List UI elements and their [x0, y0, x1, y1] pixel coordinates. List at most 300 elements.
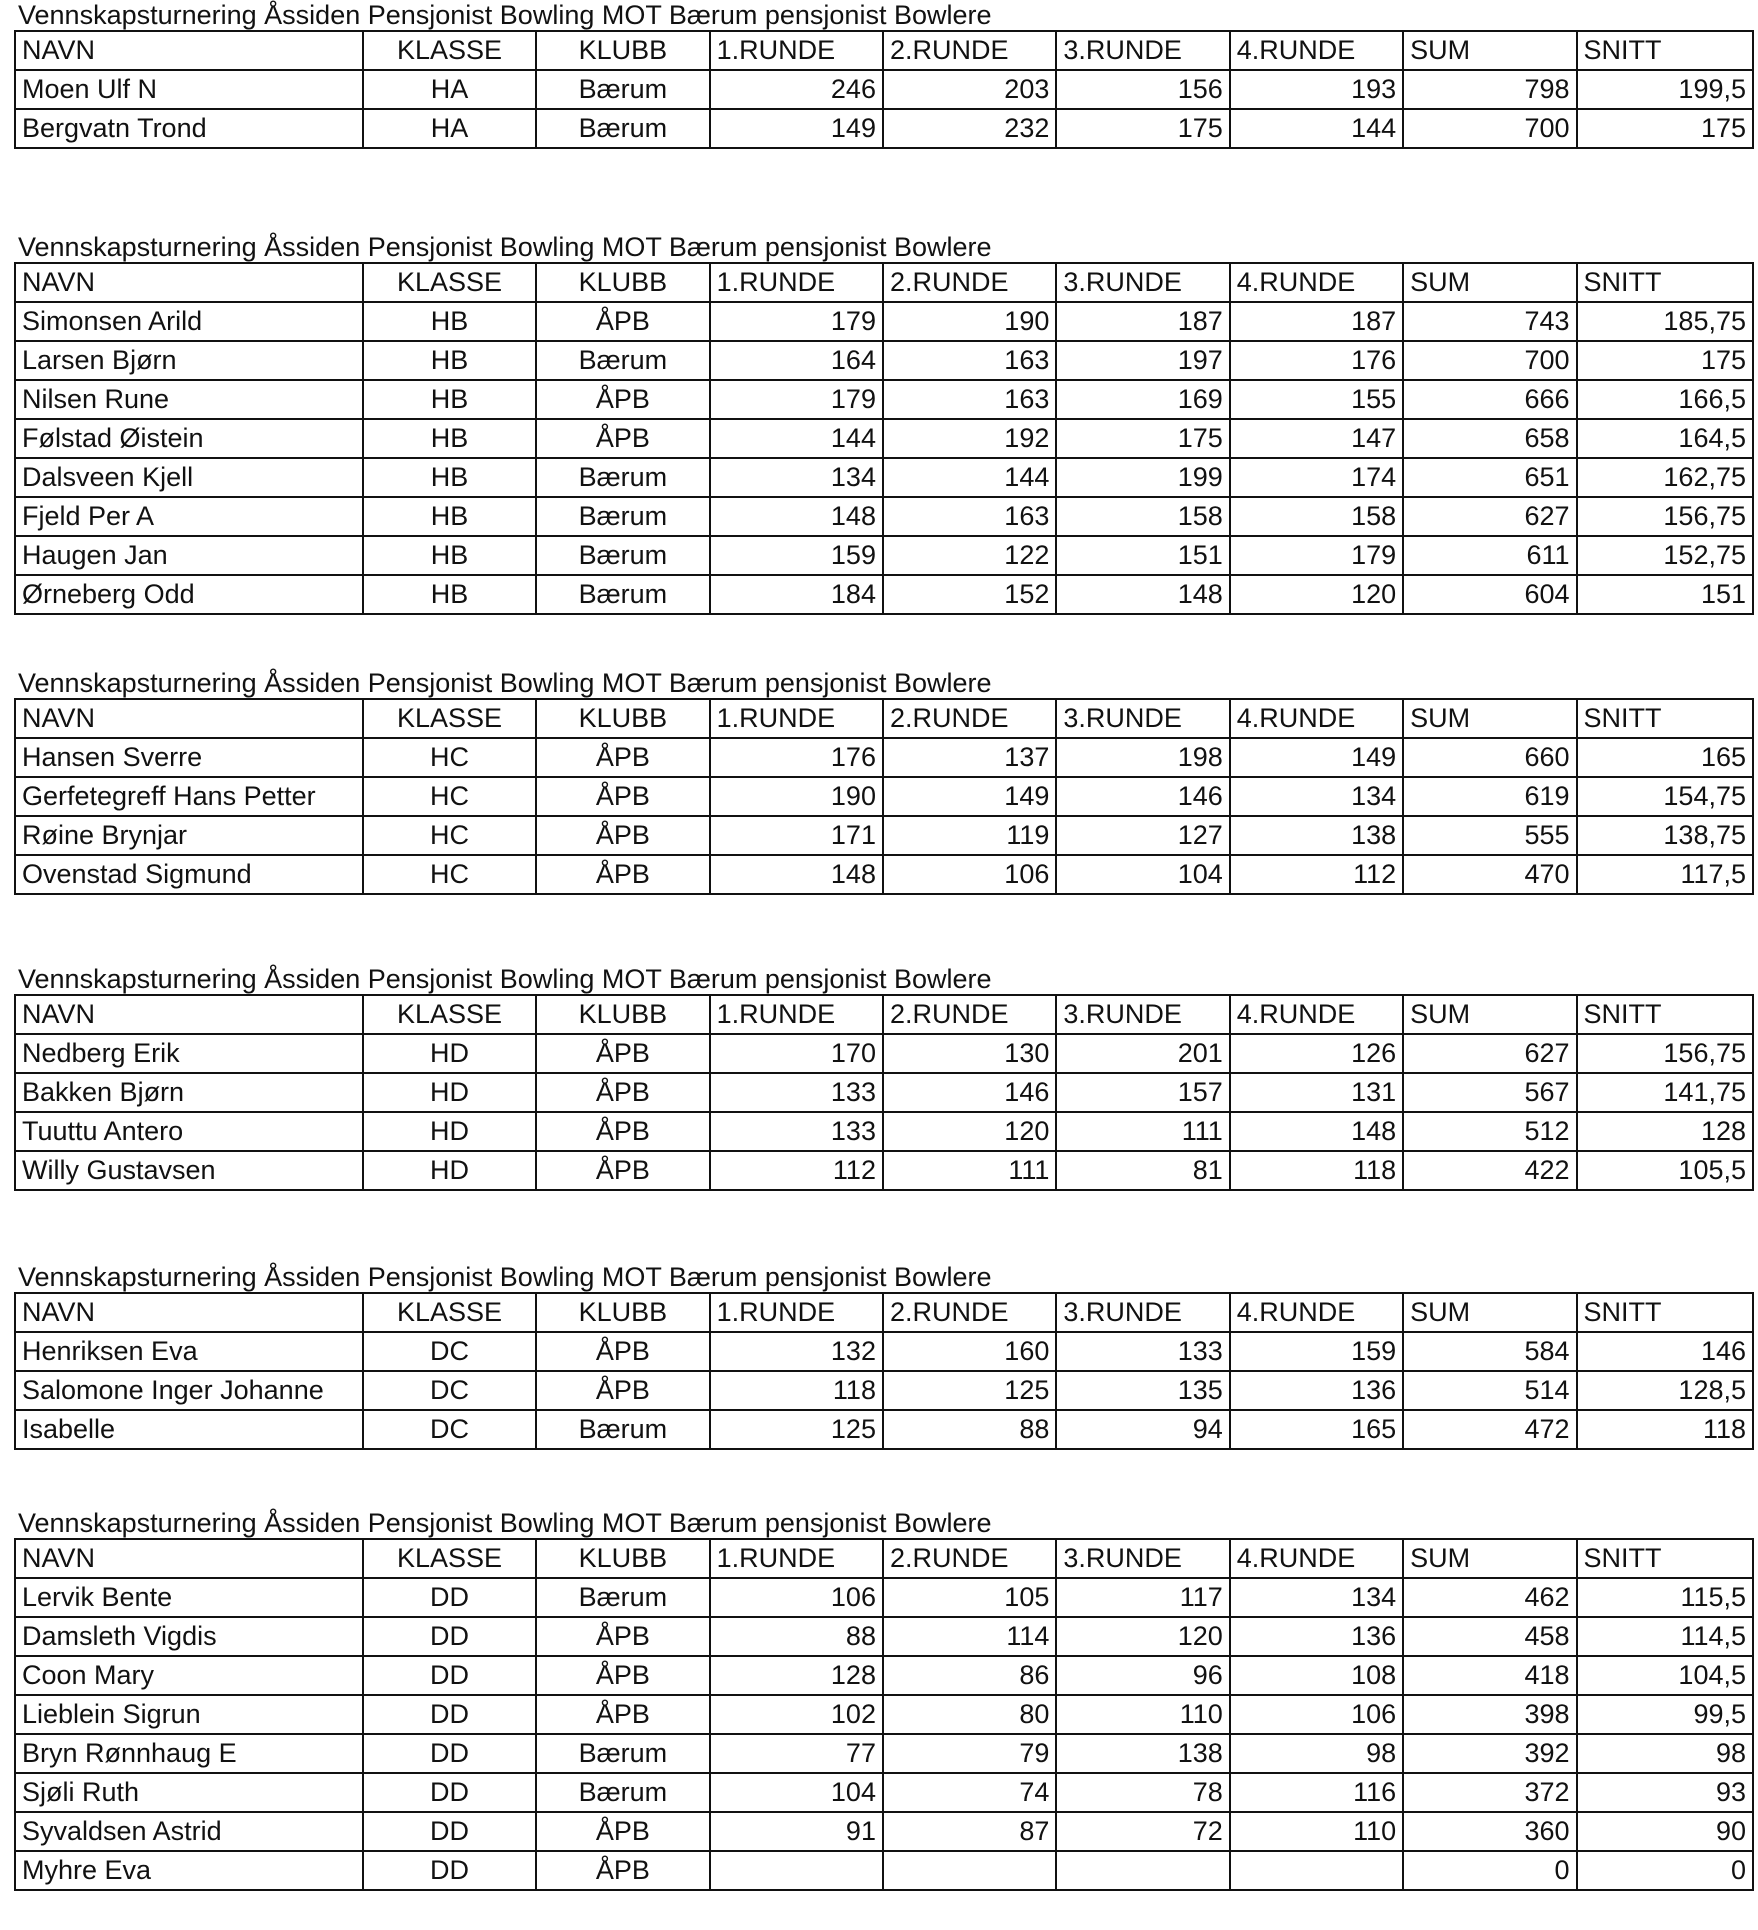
cell-round1: 128 — [710, 1656, 883, 1695]
cell-name: Haugen Jan — [15, 536, 363, 575]
cell-round1: 133 — [710, 1112, 883, 1151]
cell-sum: 700 — [1403, 109, 1576, 148]
cell-round4: 147 — [1230, 419, 1403, 458]
cell-round1: 190 — [710, 777, 883, 816]
table-row — [15, 1734, 1753, 1773]
header-sum: SUM — [1403, 1539, 1576, 1578]
cell-club: Bærum — [536, 341, 709, 380]
section-title: Vennskapsturnering Åssiden Pensjonist Bowling MOT Bærum pensjonist Bowlere — [18, 1508, 992, 1538]
cell-round1: 102 — [710, 1695, 883, 1734]
cell-average: 154,75 — [1577, 777, 1753, 816]
cell-name: Følstad Øistein — [15, 419, 363, 458]
cell-average: 146 — [1577, 1332, 1753, 1371]
cell-round4: 126 — [1230, 1034, 1403, 1073]
cell-name: Simonsen Arild — [15, 302, 363, 341]
cell-round2: 125 — [883, 1371, 1056, 1410]
cell-average: 128,5 — [1577, 1371, 1753, 1410]
header-round2: 2.RUNDE — [883, 699, 1056, 738]
results-table — [14, 1538, 1754, 1891]
cell-round3: 175 — [1056, 419, 1229, 458]
results-section — [14, 1262, 1754, 1450]
cell-club: ÅPB — [536, 1112, 709, 1151]
cell-name: Bryn Rønnhaug E — [15, 1734, 363, 1773]
cell-class: HC — [363, 816, 536, 855]
cell-round3: 138 — [1056, 1734, 1229, 1773]
cell-round4: 193 — [1230, 70, 1403, 109]
cell-average: 199,5 — [1577, 70, 1753, 109]
cell-round4: 98 — [1230, 1734, 1403, 1773]
table-row — [15, 380, 1753, 419]
table-row — [15, 497, 1753, 536]
cell-round2: 79 — [883, 1734, 1056, 1773]
cell-name: Larsen Bjørn — [15, 341, 363, 380]
header-round2: 2.RUNDE — [883, 1293, 1056, 1332]
cell-sum: 462 — [1403, 1578, 1576, 1617]
cell-club: Bærum — [536, 70, 709, 109]
header-round4: 4.RUNDE — [1230, 263, 1403, 302]
cell-club: ÅPB — [536, 419, 709, 458]
table-row — [15, 777, 1753, 816]
header-class: KLASSE — [363, 263, 536, 302]
header-round3: 3.RUNDE — [1056, 1539, 1229, 1578]
table-row — [15, 109, 1753, 148]
cell-round2: 105 — [883, 1578, 1056, 1617]
header-row — [15, 699, 1753, 738]
cell-average: 117,5 — [1577, 855, 1753, 894]
cell-round2: 149 — [883, 777, 1056, 816]
cell-round2: 203 — [883, 70, 1056, 109]
results-table — [14, 262, 1754, 615]
cell-class: HA — [363, 70, 536, 109]
header-round3: 3.RUNDE — [1056, 995, 1229, 1034]
cell-round2: 114 — [883, 1617, 1056, 1656]
header-club: KLUBB — [536, 1293, 709, 1332]
cell-round4: 136 — [1230, 1371, 1403, 1410]
cell-round3: 117 — [1056, 1578, 1229, 1617]
cell-average: 0 — [1577, 1851, 1753, 1890]
cell-class: HB — [363, 575, 536, 614]
cell-average: 156,75 — [1577, 497, 1753, 536]
header-round1: 1.RUNDE — [710, 1539, 883, 1578]
cell-club: ÅPB — [536, 855, 709, 894]
cell-round4: 158 — [1230, 497, 1403, 536]
header-average: SNITT — [1577, 31, 1753, 70]
cell-round1: 170 — [710, 1034, 883, 1073]
section-title: Vennskapsturnering Åssiden Pensjonist Bowling MOT Bærum pensjonist Bowlere — [18, 668, 992, 698]
cell-name: Coon Mary — [15, 1656, 363, 1695]
cell-round4: 136 — [1230, 1617, 1403, 1656]
cell-name: Bakken Bjørn — [15, 1073, 363, 1112]
cell-club: Bærum — [536, 1773, 709, 1812]
cell-round1: 133 — [710, 1073, 883, 1112]
cell-round4: 159 — [1230, 1332, 1403, 1371]
cell-round1: 179 — [710, 380, 883, 419]
cell-sum: 470 — [1403, 855, 1576, 894]
cell-round2: 163 — [883, 341, 1056, 380]
header-sum: SUM — [1403, 995, 1576, 1034]
table-row — [15, 1617, 1753, 1656]
table-row — [15, 1073, 1753, 1112]
cell-club: ÅPB — [536, 777, 709, 816]
cell-round2: 87 — [883, 1812, 1056, 1851]
header-name: NAVN — [15, 1293, 363, 1332]
cell-class: DD — [363, 1773, 536, 1812]
cell-round1: 77 — [710, 1734, 883, 1773]
cell-sum: 514 — [1403, 1371, 1576, 1410]
cell-sum: 627 — [1403, 497, 1576, 536]
cell-round2: 190 — [883, 302, 1056, 341]
cell-round1: 144 — [710, 419, 883, 458]
cell-name: Moen Ulf N — [15, 70, 363, 109]
cell-club: Bærum — [536, 1578, 709, 1617]
cell-sum: 567 — [1403, 1073, 1576, 1112]
header-row — [15, 1293, 1753, 1332]
cell-round3: 158 — [1056, 497, 1229, 536]
cell-club: ÅPB — [536, 302, 709, 341]
cell-class: DD — [363, 1812, 536, 1851]
header-class: KLASSE — [363, 995, 536, 1034]
cell-round3: 199 — [1056, 458, 1229, 497]
header-round3: 3.RUNDE — [1056, 1293, 1229, 1332]
header-average: SNITT — [1577, 263, 1753, 302]
cell-round2: 146 — [883, 1073, 1056, 1112]
cell-round4 — [1230, 1851, 1403, 1890]
cell-round2: 192 — [883, 419, 1056, 458]
cell-round2: 120 — [883, 1112, 1056, 1151]
cell-round1: 112 — [710, 1151, 883, 1190]
table-row — [15, 1851, 1753, 1890]
cell-club: Bærum — [536, 109, 709, 148]
cell-class: HB — [363, 536, 536, 575]
cell-average: 138,75 — [1577, 816, 1753, 855]
cell-name: Røine Brynjar — [15, 816, 363, 855]
cell-club: Bærum — [536, 575, 709, 614]
cell-round4: 176 — [1230, 341, 1403, 380]
cell-club: ÅPB — [536, 1332, 709, 1371]
table-row — [15, 458, 1753, 497]
cell-name: Syvaldsen Astrid — [15, 1812, 363, 1851]
cell-sum: 611 — [1403, 536, 1576, 575]
cell-round3: 157 — [1056, 1073, 1229, 1112]
cell-sum: 512 — [1403, 1112, 1576, 1151]
header-name: NAVN — [15, 31, 363, 70]
section-title: Vennskapsturnering Åssiden Pensjonist Bowling MOT Bærum pensjonist Bowlere — [18, 232, 992, 262]
cell-round1: 88 — [710, 1617, 883, 1656]
header-average: SNITT — [1577, 1539, 1753, 1578]
header-row — [15, 1539, 1753, 1578]
cell-class: HA — [363, 109, 536, 148]
cell-round2: 88 — [883, 1410, 1056, 1449]
cell-round3: 81 — [1056, 1151, 1229, 1190]
cell-round4: 138 — [1230, 816, 1403, 855]
cell-round4: 134 — [1230, 777, 1403, 816]
cell-name: Nilsen Rune — [15, 380, 363, 419]
table-row — [15, 302, 1753, 341]
header-round1: 1.RUNDE — [710, 995, 883, 1034]
cell-round2: 163 — [883, 497, 1056, 536]
cell-round4: 118 — [1230, 1151, 1403, 1190]
cell-round4: 108 — [1230, 1656, 1403, 1695]
header-row — [15, 263, 1753, 302]
table-row — [15, 1656, 1753, 1695]
header-club: KLUBB — [536, 263, 709, 302]
cell-class: HB — [363, 302, 536, 341]
cell-average: 162,75 — [1577, 458, 1753, 497]
cell-sum: 392 — [1403, 1734, 1576, 1773]
header-row — [15, 995, 1753, 1034]
header-round1: 1.RUNDE — [710, 31, 883, 70]
cell-round1: 149 — [710, 109, 883, 148]
header-row — [15, 31, 1753, 70]
cell-round3: 197 — [1056, 341, 1229, 380]
table-row — [15, 419, 1753, 458]
cell-class: HC — [363, 855, 536, 894]
cell-name: Isabelle — [15, 1410, 363, 1449]
table-row — [15, 1578, 1753, 1617]
cell-class: HB — [363, 458, 536, 497]
cell-sum: 360 — [1403, 1812, 1576, 1851]
cell-round3: 78 — [1056, 1773, 1229, 1812]
cell-name: Hansen Sverre — [15, 738, 363, 777]
cell-round3: 72 — [1056, 1812, 1229, 1851]
cell-sum: 627 — [1403, 1034, 1576, 1073]
cell-name: Ørneberg Odd — [15, 575, 363, 614]
cell-round2: 119 — [883, 816, 1056, 855]
cell-round1: 132 — [710, 1332, 883, 1371]
cell-round4: 179 — [1230, 536, 1403, 575]
cell-round2 — [883, 1851, 1056, 1890]
cell-sum: 666 — [1403, 380, 1576, 419]
cell-club: ÅPB — [536, 1695, 709, 1734]
table-row — [15, 575, 1753, 614]
table-row — [15, 855, 1753, 894]
cell-round1: 176 — [710, 738, 883, 777]
cell-round4: 120 — [1230, 575, 1403, 614]
cell-average: 175 — [1577, 341, 1753, 380]
cell-round1: 91 — [710, 1812, 883, 1851]
cell-club: Bærum — [536, 1734, 709, 1773]
cell-round2: 106 — [883, 855, 1056, 894]
cell-name: Willy Gustavsen — [15, 1151, 363, 1190]
cell-average: 141,75 — [1577, 1073, 1753, 1112]
header-club: KLUBB — [536, 31, 709, 70]
cell-round1: 179 — [710, 302, 883, 341]
table-row — [15, 1773, 1753, 1812]
table-row — [15, 1371, 1753, 1410]
cell-class: DC — [363, 1410, 536, 1449]
cell-club: Bærum — [536, 458, 709, 497]
header-sum: SUM — [1403, 263, 1576, 302]
cell-round4: 112 — [1230, 855, 1403, 894]
header-name: NAVN — [15, 995, 363, 1034]
cell-class: DC — [363, 1332, 536, 1371]
cell-round3: 111 — [1056, 1112, 1229, 1151]
header-club: KLUBB — [536, 699, 709, 738]
cell-round1: 118 — [710, 1371, 883, 1410]
cell-club: Bærum — [536, 1410, 709, 1449]
cell-name: Henriksen Eva — [15, 1332, 363, 1371]
section-title: Vennskapsturnering Åssiden Pensjonist Bowling MOT Bærum pensjonist Bowlere — [18, 0, 992, 30]
cell-round4: 155 — [1230, 380, 1403, 419]
cell-class: DC — [363, 1371, 536, 1410]
cell-average: 185,75 — [1577, 302, 1753, 341]
cell-class: HD — [363, 1073, 536, 1112]
cell-round2: 137 — [883, 738, 1056, 777]
cell-club: ÅPB — [536, 1034, 709, 1073]
header-sum: SUM — [1403, 31, 1576, 70]
cell-sum: 418 — [1403, 1656, 1576, 1695]
cell-round3 — [1056, 1851, 1229, 1890]
cell-class: DD — [363, 1656, 536, 1695]
cell-sum: 0 — [1403, 1851, 1576, 1890]
cell-average: 114,5 — [1577, 1617, 1753, 1656]
results-section — [14, 1508, 1754, 1891]
cell-class: DD — [363, 1851, 536, 1890]
cell-round2: 86 — [883, 1656, 1056, 1695]
header-round4: 4.RUNDE — [1230, 31, 1403, 70]
cell-round4: 144 — [1230, 109, 1403, 148]
cell-round3: 127 — [1056, 816, 1229, 855]
cell-round1: 125 — [710, 1410, 883, 1449]
cell-name: Fjeld Per A — [15, 497, 363, 536]
cell-club: ÅPB — [536, 380, 709, 419]
cell-average: 151 — [1577, 575, 1753, 614]
cell-sum: 651 — [1403, 458, 1576, 497]
cell-round3: 94 — [1056, 1410, 1229, 1449]
header-club: KLUBB — [536, 1539, 709, 1578]
header-sum: SUM — [1403, 699, 1576, 738]
cell-round4: 187 — [1230, 302, 1403, 341]
cell-sum: 660 — [1403, 738, 1576, 777]
header-average: SNITT — [1577, 995, 1753, 1034]
cell-class: HD — [363, 1034, 536, 1073]
cell-average: 115,5 — [1577, 1578, 1753, 1617]
cell-round2: 111 — [883, 1151, 1056, 1190]
cell-round1: 106 — [710, 1578, 883, 1617]
results-table — [14, 698, 1754, 895]
cell-round2: 152 — [883, 575, 1056, 614]
cell-class: HB — [363, 419, 536, 458]
table-row — [15, 1151, 1753, 1190]
cell-round1: 171 — [710, 816, 883, 855]
cell-round4: 110 — [1230, 1812, 1403, 1851]
cell-class: HD — [363, 1112, 536, 1151]
cell-sum: 604 — [1403, 575, 1576, 614]
cell-round4: 116 — [1230, 1773, 1403, 1812]
cell-class: HC — [363, 738, 536, 777]
cell-round4: 174 — [1230, 458, 1403, 497]
cell-round2: 74 — [883, 1773, 1056, 1812]
cell-class: HB — [363, 380, 536, 419]
cell-sum: 458 — [1403, 1617, 1576, 1656]
cell-name: Bergvatn Trond — [15, 109, 363, 148]
cell-round3: 135 — [1056, 1371, 1229, 1410]
cell-sum: 472 — [1403, 1410, 1576, 1449]
cell-name: Sjøli Ruth — [15, 1773, 363, 1812]
cell-round3: 133 — [1056, 1332, 1229, 1371]
cell-name: Salomone Inger Johanne — [15, 1371, 363, 1410]
cell-round3: 151 — [1056, 536, 1229, 575]
cell-sum: 798 — [1403, 70, 1576, 109]
cell-club: ÅPB — [536, 1812, 709, 1851]
cell-sum: 555 — [1403, 816, 1576, 855]
header-sum: SUM — [1403, 1293, 1576, 1332]
table-row — [15, 1410, 1753, 1449]
header-round3: 3.RUNDE — [1056, 31, 1229, 70]
cell-average: 105,5 — [1577, 1151, 1753, 1190]
cell-average: 90 — [1577, 1812, 1753, 1851]
cell-club: ÅPB — [536, 1617, 709, 1656]
cell-round3: 198 — [1056, 738, 1229, 777]
header-round3: 3.RUNDE — [1056, 263, 1229, 302]
cell-round3: 156 — [1056, 70, 1229, 109]
cell-average: 175 — [1577, 109, 1753, 148]
cell-round1: 148 — [710, 855, 883, 894]
table-row — [15, 70, 1753, 109]
cell-average: 99,5 — [1577, 1695, 1753, 1734]
cell-average: 152,75 — [1577, 536, 1753, 575]
header-round2: 2.RUNDE — [883, 1539, 1056, 1578]
cell-round3: 175 — [1056, 109, 1229, 148]
header-round2: 2.RUNDE — [883, 31, 1056, 70]
cell-round3: 201 — [1056, 1034, 1229, 1073]
section-title: Vennskapsturnering Åssiden Pensjonist Bowling MOT Bærum pensjonist Bowlere — [18, 1262, 992, 1292]
cell-sum: 700 — [1403, 341, 1576, 380]
header-average: SNITT — [1577, 1293, 1753, 1332]
cell-round3: 110 — [1056, 1695, 1229, 1734]
cell-average: 156,75 — [1577, 1034, 1753, 1073]
cell-name: Gerfetegreff Hans Petter — [15, 777, 363, 816]
cell-name: Lervik Bente — [15, 1578, 363, 1617]
cell-name: Tuuttu Antero — [15, 1112, 363, 1151]
cell-round3: 104 — [1056, 855, 1229, 894]
cell-round1: 246 — [710, 70, 883, 109]
cell-average: 165 — [1577, 738, 1753, 777]
cell-round3: 169 — [1056, 380, 1229, 419]
results-section — [14, 964, 1754, 1191]
section-title: Vennskapsturnering Åssiden Pensjonist Bowling MOT Bærum pensjonist Bowlere — [18, 964, 992, 994]
cell-sum: 743 — [1403, 302, 1576, 341]
header-name: NAVN — [15, 263, 363, 302]
header-round4: 4.RUNDE — [1230, 699, 1403, 738]
cell-round3: 96 — [1056, 1656, 1229, 1695]
cell-class: DD — [363, 1578, 536, 1617]
cell-sum: 422 — [1403, 1151, 1576, 1190]
cell-club: ÅPB — [536, 1656, 709, 1695]
header-round2: 2.RUNDE — [883, 995, 1056, 1034]
cell-sum: 398 — [1403, 1695, 1576, 1734]
cell-club: ÅPB — [536, 1151, 709, 1190]
cell-round2: 163 — [883, 380, 1056, 419]
header-round2: 2.RUNDE — [883, 263, 1056, 302]
cell-class: HC — [363, 777, 536, 816]
cell-average: 98 — [1577, 1734, 1753, 1773]
header-round4: 4.RUNDE — [1230, 1539, 1403, 1578]
cell-club: ÅPB — [536, 1371, 709, 1410]
cell-round2: 144 — [883, 458, 1056, 497]
cell-name: Lieblein Sigrun — [15, 1695, 363, 1734]
header-round1: 1.RUNDE — [710, 263, 883, 302]
table-row — [15, 1695, 1753, 1734]
header-round1: 1.RUNDE — [710, 1293, 883, 1332]
cell-round1 — [710, 1851, 883, 1890]
cell-round4: 165 — [1230, 1410, 1403, 1449]
cell-round2: 80 — [883, 1695, 1056, 1734]
cell-average: 118 — [1577, 1410, 1753, 1449]
cell-round1: 134 — [710, 458, 883, 497]
cell-name: Ovenstad Sigmund — [15, 855, 363, 894]
header-class: KLASSE — [363, 699, 536, 738]
